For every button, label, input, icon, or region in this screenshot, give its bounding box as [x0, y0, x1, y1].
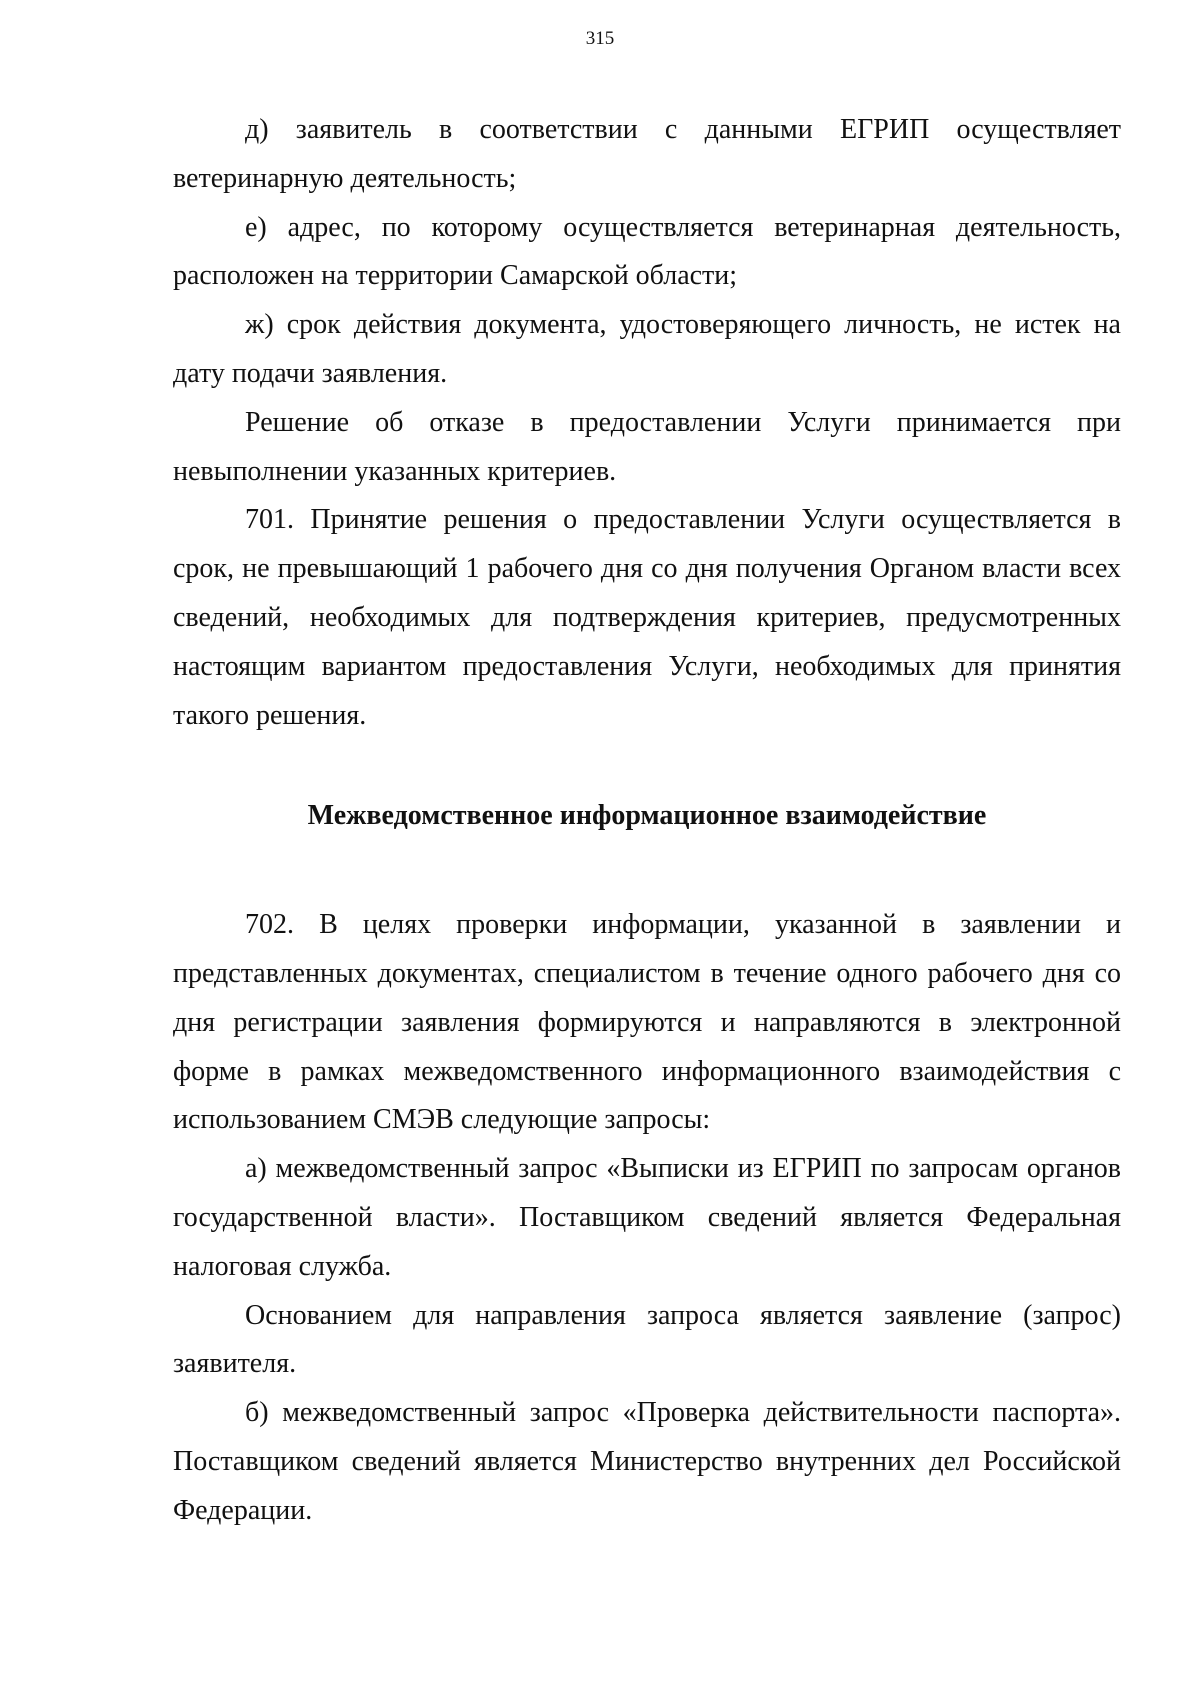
paragraph-item-a: а) межведомственный запрос «Выписки из ЕГРИП по запросам органов государственной власти». Поставщиком сведений является Федеральная налоговая служба.: [173, 1153, 1121, 1282]
paragraph-item-zh: ж) срок действия документа, удостоверяющего личность, не истек на дату подачи заявления.: [173, 309, 1121, 389]
paragraph-refusal-decision: Решение об отказе в предоставлении Услуги принимается при невыполнении указанных критериев.: [173, 406, 1121, 487]
paragraph-item-b: б) межведомственный запрос «Проверка действительности паспорта». Поставщиком сведений является Министерство внутренних дел Российской Федерации.: [173, 1397, 1121, 1526]
paragraph-701: 701. Принятие решения о предоставлении Услуги осуществляется в срок, не превышающий 1 рабочего дня со дня получения Органом власти всех сведений, необходимых для подтверждения критериев, предусмотренных настоящим вариантом предоставления Услуги, необходимых для принятия такого решения.: [173, 504, 1121, 731]
paragraph-request-basis: Основанием для направления запроса является заявление (запрос) заявителя.: [173, 1299, 1121, 1380]
page-number: 315: [585, 28, 615, 49]
spacer: [173, 841, 1121, 901]
paragraph-702: 702. В целях проверки информации, указанной в заявлении и представленных документах, специалистом в течение одного рабочего дня со дня регистрации заявления формируются и направляются в электронной форме в рамках межведомственного информационного взаимодействия с использованием СМЭВ следующие запросы:: [173, 909, 1121, 1136]
section-heading: Межведомственное информационное взаимодействие: [307, 800, 987, 832]
document-body: [173, 106, 1121, 1536]
spacer: [173, 740, 1121, 792]
paragraph-item-e: е) адрес, по которому осуществляется ветеринарная деятельность, расположен на территории Самарской области;: [173, 211, 1121, 292]
paragraph-item-d: д) заявитель в соответствии с данными ЕГРИП осуществляет ветеринарную деятельность;: [173, 114, 1121, 194]
